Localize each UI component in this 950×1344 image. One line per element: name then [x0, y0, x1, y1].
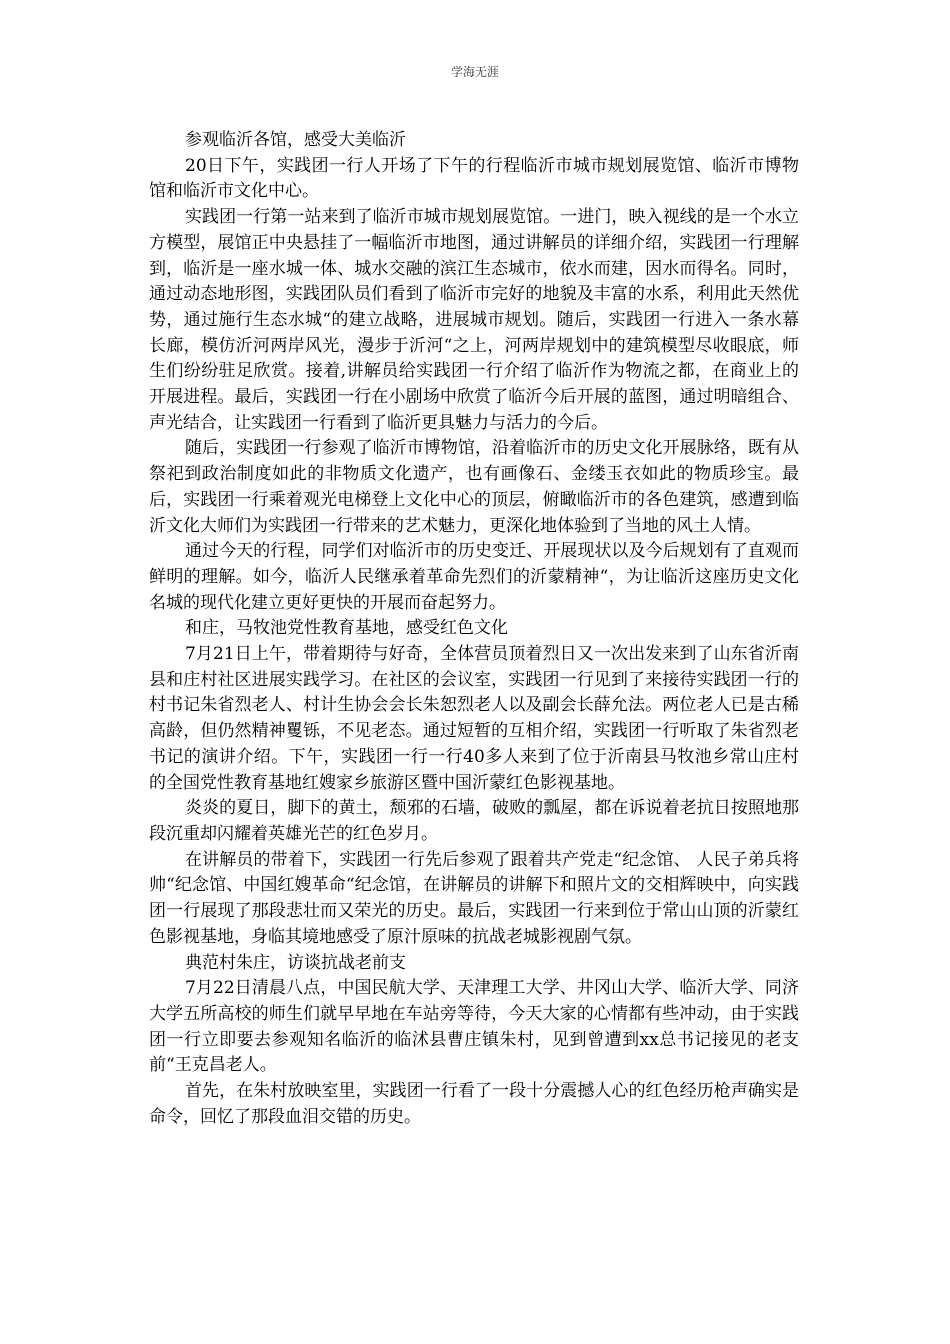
paragraph: 首先，在朱村放映室里，实践团一行看了一段十分震撼人心的红色经历枪声确实是命令，回忆了那段血泪交错的历史。 [149, 1081, 799, 1127]
paragraph: 7月22日清晨八点，中国民航大学、天津理工大学、井冈山大学、临沂大学、同济大学五所高校的师生们就早早地在车站旁等待，今天大家的心情都有些冲动，由于实践团一行立即要去参观知名临沂的临沭县曹庄镇朱村，见到曾遭到xx总书记接见的老支前“王克昌老人。 [149, 978, 799, 1076]
paragraph: 实践团一行第一站来到了临沂市城市规划展览馆。一进门，映入视线的是一个水立方模型，展馆正中央悬挂了一幅临沂市地图，通过讲解员的详细介绍，实践团一行理解到，临沂是一座水城一体、城水交融的滨江生态城市，依水而建，因水而得名。同时，通过动态地形图，实践团队员们看到了临沂市完好的地貌及丰富的水系，利用此天然优势，通过施行生态水城“的建立战略，进展城市规划。随后，实践团一行进入一条水幕长廊，模仿沂河两岸风光，漫步于沂河“之上，河两岸规划中的建筑模型尽收眼底，师生们纷纷驻足欣赏。接着,讲解员给实践团一行介绍了临沂作为物流之都，在商业上的开展进程。最后，实践团一行在小剧场中欣赏了临沂今后开展的蓝图，通过明暗组合、声光结合，让实践团一行看到了临沂更具魅力与活力的今后。 [149, 207, 799, 433]
paragraph: 随后，实践团一行参观了临沂市博物馆，沿着临沂市的历史文化开展脉络，既有从祭祀到政治制度如此的非物质文化遗产，也有画像石、金缕玉衣如此的物质珍宝。最后，实践团一行乘着观光电梯登上文化中心的顶层，俯瞰临沂市的各色建筑，感遭到临沂文化大师们为实践团一行带来的艺术魅力，更深化地体验到了当地的风土人情。 [149, 438, 799, 536]
paragraph: 炎炎的夏日，脚下的黄土，颓邪的石墙，破败的瓢屋，都在诉说着老抗日按照地那段沉重却闪耀着英雄光芒的红色岁月。 [149, 798, 799, 844]
paragraph: 在讲解员的带着下，实践团一行先后参观了跟着共产党走“纪念馆、 人民子弟兵将帅“纪念馆、中国红嫂革命“纪念馆，在讲解员的讲解下和照片文的交相辉映中，向实践团一行展现了那段悲壮而又荣光的历史。最后，实践团一行来到位于常山山顶的沂蒙红色影视基地，身临其境地感受了原汁原味的抗战老城影视剧气氛。 [149, 849, 799, 947]
page-header: 学海无涯 [450, 65, 499, 79]
paragraph: 20日下午，实践团一行人开场了下午的行程临沂市城市规划展览馆、临沂市博物馆和临沂市文化中心。 [149, 155, 799, 202]
paragraph: 通过今天的行程，同学们对临沂市的历史变迁、开展现状以及今后规划有了直观而鲜明的理解。如今，临沂人民继承着革命先烈们的沂蒙精神“，为让临沂这座历史文化名城的现代化建立更好更快的开展而奋起努力。 [149, 541, 799, 613]
section-heading: 参观临沂各馆，感受大美临沂 [185, 130, 406, 150]
document-body [149, 128, 799, 1130]
section-heading: 和庄，马牧池党性教育基地，感受红色文化 [185, 618, 508, 639]
section-heading: 典范村朱庄，访谈抗战老前支 [185, 952, 406, 973]
paragraph: 7月21日上午，带着期待与好奇，全体营员顶着烈日又一次出发来到了山东省沂南县和庄村社区进展实践学习。在社区的会议室，实践团一行见到了来接待实践团一行的村书记朱省烈老人、村计生协会会长朱恕烈老人以及副会长薛允法。两位老人已是古稀高龄，但仍然精神矍铄，不见老态。通过短暂的互相介绍，实践团一行听取了朱省烈老书记的演讲介绍。下午，实践团一行一行40多人来到了位于沂南县马牧池乡常山庄村的全国党性教育基地红嫂家乡旅游区暨中国沂蒙红色影视基地。 [149, 644, 799, 793]
